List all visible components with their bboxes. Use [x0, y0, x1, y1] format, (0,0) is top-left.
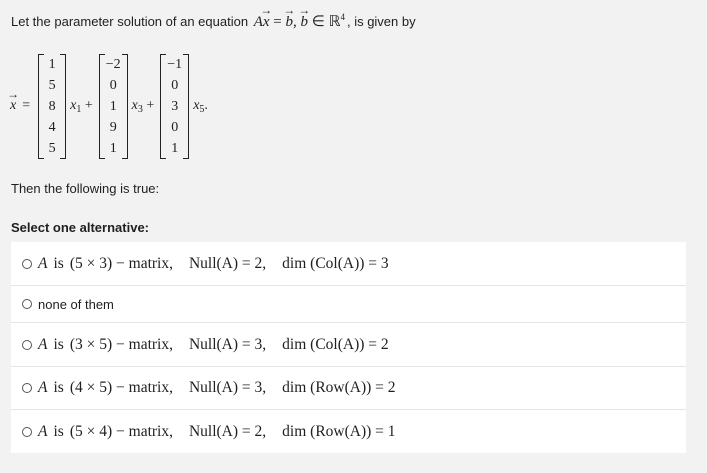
option-5-label: A is (5 × 4) − matrix, Null(A) = 2, dim (Row(A)) = 1 — [38, 422, 396, 440]
question-text — [11, 12, 416, 31]
coefficient-x1: $x_1$ + — [70, 97, 93, 115]
vector-entry: 0 — [109, 77, 117, 93]
column-vector-1 — [38, 54, 66, 159]
option-5[interactable] — [11, 409, 686, 453]
vector-entry: 1 — [109, 98, 117, 114]
eq-in: ∈ — [311, 14, 325, 30]
option-3-label: A is (3 × 5) − matrix, Null(A) = 3, dim (Col(A)) = 2 — [38, 335, 389, 353]
lhs-vector-x: → x — [10, 98, 16, 114]
eq-comma: , — [293, 14, 297, 30]
select-label: Select one alternative: — [11, 220, 149, 235]
vector-entry: 1 — [171, 140, 179, 156]
option-2-label: none of them — [38, 296, 114, 312]
eq-equals: = — [273, 14, 282, 30]
answer-options — [11, 242, 686, 453]
vector-entry: −1 — [167, 56, 183, 72]
eq-vector-b: → b — [286, 14, 294, 31]
question-equation — [254, 14, 345, 30]
eq-matrix-a: A — [253, 14, 263, 30]
eq-vector-x: → x — [263, 14, 270, 31]
equals-sign: = — [22, 98, 31, 113]
question-prefix: Let the parameter solution of an equation — [11, 14, 249, 29]
vector-entry: 3 — [171, 98, 179, 114]
radio-button-2[interactable] — [22, 299, 32, 309]
option-2[interactable] — [11, 285, 686, 322]
coefficient-x3: $x_3$ + — [131, 97, 155, 115]
eq-vector-b2: → b — [301, 14, 309, 31]
option-4-label: A is (4 × 5) − matrix, Null(A) = 3, dim (Row(A)) = 2 — [38, 379, 396, 396]
vector-entry: 5 — [48, 140, 56, 156]
column-vector-3 — [160, 54, 189, 159]
eq-reals: ℝ — [328, 14, 341, 30]
then-text: Then the following is true: — [11, 181, 160, 196]
option-1-label: A is (5 × 3) − matrix, Null(A) = 2, dim (Col(A)) = 3 — [38, 254, 389, 272]
vector-entry: 5 — [48, 77, 56, 93]
vector-entry: 0 — [171, 77, 179, 93]
option-4[interactable] — [11, 366, 686, 409]
vector-entry: 1 — [48, 56, 56, 72]
radio-button-5[interactable] — [22, 427, 32, 437]
vector-entry: 4 — [48, 119, 56, 135]
coefficient-x5: $x_5$. — [193, 97, 208, 115]
vector-entry: 1 — [109, 140, 117, 156]
column-vector-2 — [99, 54, 128, 159]
vector-entry: −2 — [105, 56, 121, 72]
radio-button-4[interactable] — [22, 383, 32, 393]
radio-button-3[interactable] — [22, 340, 32, 350]
option-3[interactable] — [11, 322, 686, 366]
radio-button-1[interactable] — [22, 259, 32, 269]
question-suffix: , is given by — [346, 14, 416, 29]
vector-entry: 8 — [48, 98, 56, 114]
option-1[interactable] — [11, 242, 686, 285]
vector-equation — [10, 50, 212, 162]
vector-entry: 9 — [109, 119, 117, 135]
eq-reals-exp: 4 — [340, 12, 345, 22]
vector-entry: 0 — [171, 119, 179, 135]
